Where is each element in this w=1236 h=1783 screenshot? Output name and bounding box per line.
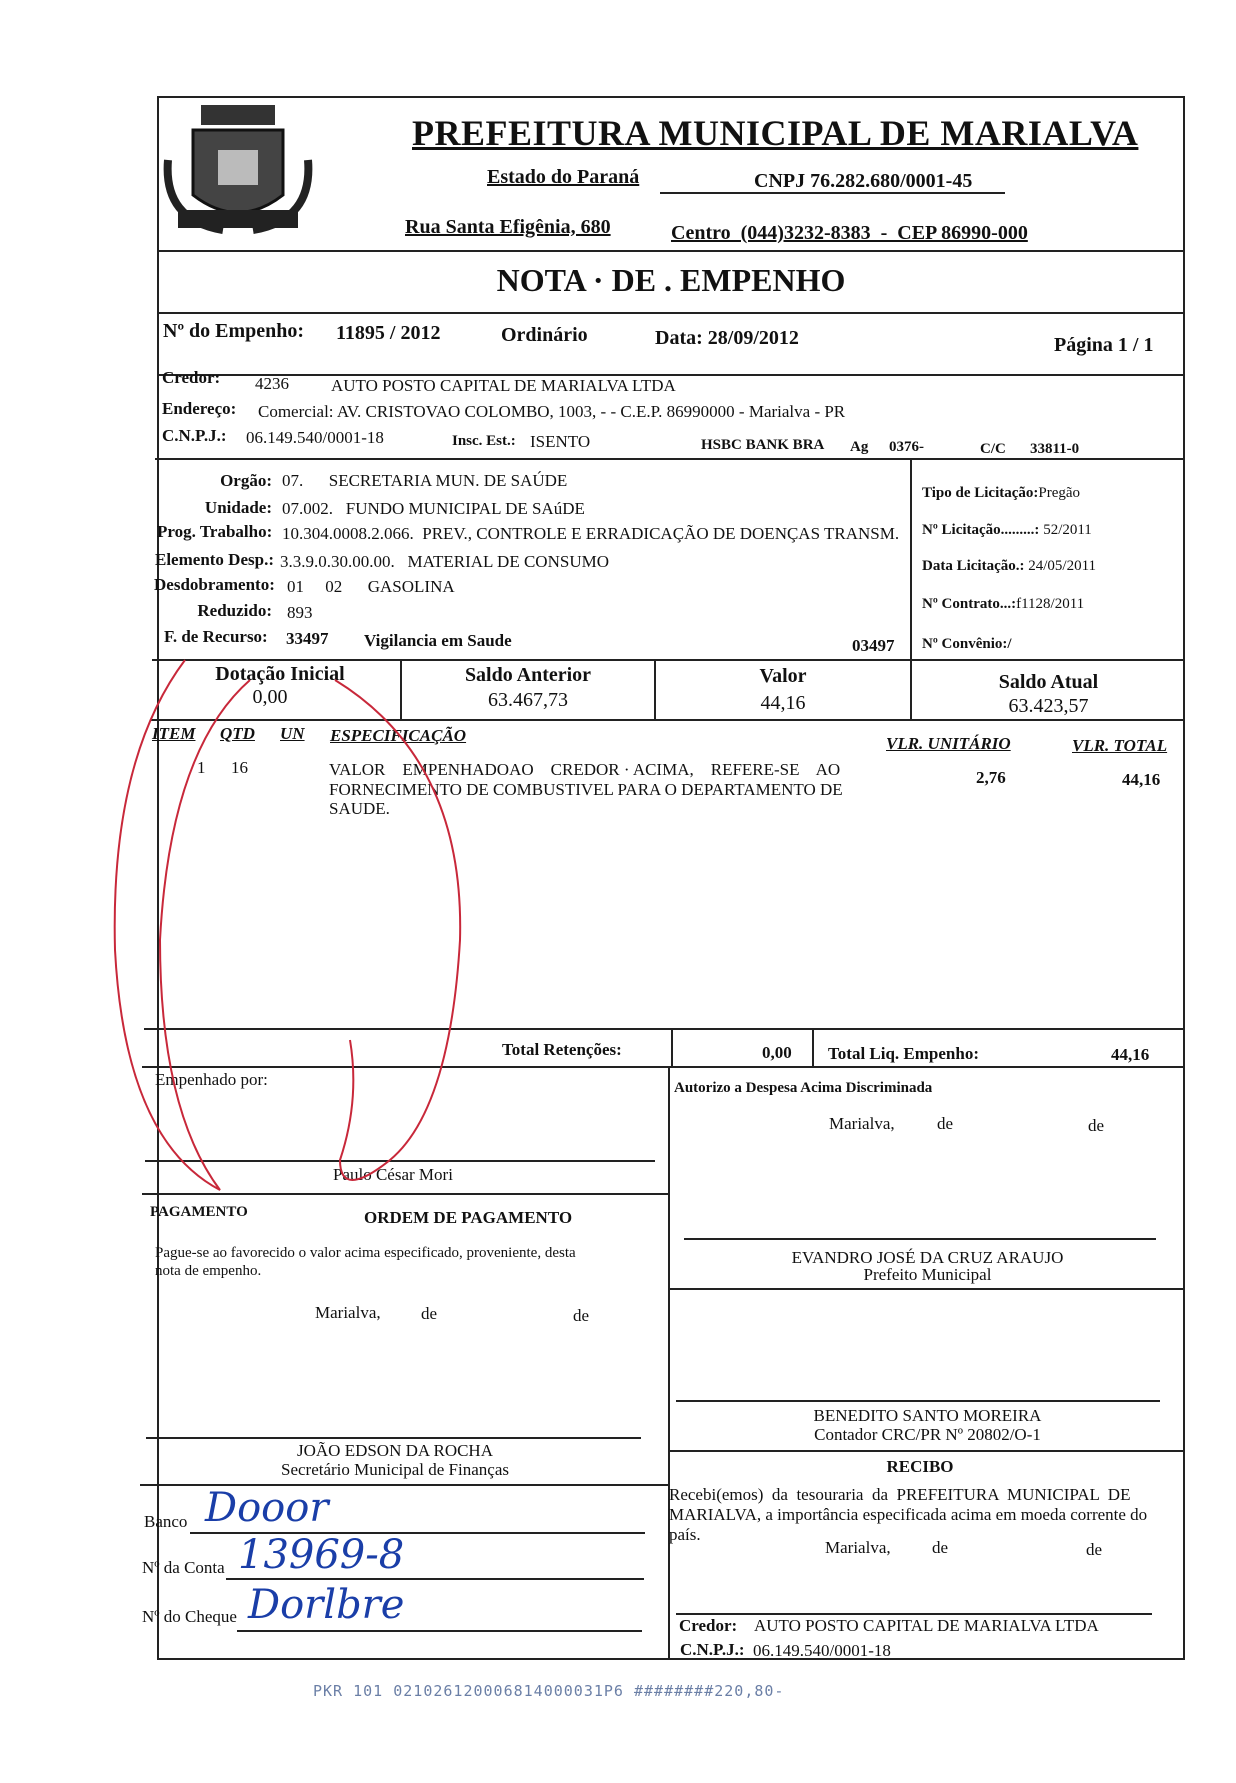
reduzido-value: 893 — [287, 603, 313, 622]
unidade-label: Unidade: — [204, 498, 272, 517]
recibo-text-1: Recebi(emos) da tesouraria da PREFEITURA MUNICIPAL DE — [669, 1485, 1131, 1504]
conta-label: Nº da Conta — [142, 1558, 225, 1577]
valor-value: 44,16 — [760, 692, 806, 714]
cnpj-label: C.N.P.J.: — [162, 426, 227, 445]
recibo-city: Marialva, — [825, 1538, 891, 1557]
conta-handwritten: 13969-8 — [238, 1532, 405, 1578]
saldo-anterior-value: 63.467,73 — [488, 689, 568, 711]
recibo-text-2: MARIALVA, a importância especificada acima em moeda corrente do — [669, 1505, 1148, 1524]
empenho-number-label: Nº do Empenho: — [163, 320, 305, 342]
row-especificacao-2: FORNECIMENTO DE COMBUSTIVEL PARA O DEPARTAMENTO DE — [329, 780, 843, 799]
empenhado-por-label: Empenhado por: — [155, 1070, 268, 1089]
pagamento-label: PAGAMENTO — [150, 1204, 248, 1220]
saldo-atual-value: 63.423,57 — [1008, 695, 1089, 717]
state-name: Estado do Paraná — [487, 166, 640, 188]
total-liq-value: 44,16 — [1111, 1045, 1150, 1064]
endereco-label: Endereço: — [162, 399, 237, 418]
unidade-value: 07.002. FUNDO MUNICIPAL DE SAúDE — [282, 499, 585, 518]
row-vlr-unitario: 2,76 — [976, 768, 1006, 787]
desdobramento-value: 01 02 GASOLINA — [287, 577, 455, 596]
ag-value: 0376- — [889, 439, 924, 455]
credor-code: 4236 — [255, 374, 289, 393]
numero-licitacao: Nº Licitação.........: 52/2011 — [922, 522, 1092, 538]
city-hall-title: PREFEITURA MUNICIPAL DE MARIALVA — [412, 113, 1139, 153]
col-un: UN — [280, 724, 305, 743]
total-retencoes-label: Total Retenções: — [502, 1040, 622, 1059]
col-qtd: QTD — [220, 724, 255, 743]
orgao-label: Orgão: — [220, 471, 272, 490]
numero-convenio: Nº Convênio:/ — [922, 636, 1012, 652]
col-especificacao: ESPECIFICAÇÃO — [330, 726, 467, 745]
row-qtd: 16 — [231, 758, 248, 777]
endereco-value: Comercial: AV. CRISTOVAO COLOMBO, 1003, - - C.E.P. 86990000 - Marialva - PR — [258, 402, 846, 421]
pagamento-text-2: nota de empenho. — [155, 1263, 262, 1279]
insc-label: Insc. Est.: — [452, 433, 516, 449]
autorizo-city: Marialva, — [829, 1114, 895, 1133]
col-vlr-total: VLR. TOTAL — [1072, 736, 1168, 755]
recibo-text-3: país. — [669, 1525, 701, 1544]
empenho-type: Ordinário — [501, 324, 588, 346]
credor-label: Credor: — [162, 368, 221, 387]
recibo-de-2: de — [1086, 1540, 1103, 1559]
col-item: ITEM — [152, 724, 196, 743]
recurso-name: Vigilancia em Saude — [364, 631, 512, 650]
empenho-date: Data: 28/09/2012 — [655, 327, 799, 349]
banco-label: Banco — [144, 1512, 188, 1531]
pagamento-city: Marialva, — [315, 1303, 381, 1322]
desdobramento-label: Desdobramento: — [154, 575, 275, 594]
contador-name: BENEDITO SANTO MOREIRA — [813, 1406, 1042, 1425]
header-street: Rua Santa Efigênia, 680 — [405, 216, 611, 238]
tipo-licitacao-label: Tipo de Licitação:Pregão — [922, 485, 1081, 501]
autorizo-de-2: de — [1088, 1116, 1105, 1135]
recurso-label: F. de Recurso: — [164, 627, 268, 646]
recibo-de-1: de — [932, 1538, 949, 1557]
valor-label: Valor — [759, 665, 807, 687]
ordem-pagamento-title: ORDEM DE PAGAMENTO — [364, 1208, 573, 1227]
col-vlr-unitario: VLR. UNITÁRIO — [886, 734, 1011, 753]
prefeito-role: Prefeito Municipal — [863, 1265, 992, 1284]
row-vlr-total: 44,16 — [1122, 770, 1161, 789]
ag-label: Ag — [850, 439, 869, 455]
pagamento-de-2: de — [573, 1306, 590, 1325]
document-title: NOTA · DE . EMPENHO — [496, 262, 846, 298]
dotacao-label: Dotação Inicial — [215, 663, 345, 685]
recibo-cnpj-label: C.N.P.J.: — [680, 1640, 745, 1659]
contador-role: Contador CRC/PR Nº 20802/O-1 — [814, 1425, 1041, 1444]
recurso-right-code: 03497 — [852, 636, 895, 655]
cheque-label: Nº do Cheque — [142, 1607, 237, 1626]
reduzido-label: Reduzido: — [197, 601, 272, 620]
empenho-number: 11895 / 2012 — [336, 322, 441, 344]
banco-handwritten: Dooor — [205, 1485, 329, 1531]
saldo-anterior-label: Saldo Anterior — [464, 664, 592, 686]
insc-value: ISENTO — [530, 432, 591, 451]
secretario-role: Secretário Municipal de Finanças — [280, 1460, 509, 1479]
cc-value: 33811-0 — [1030, 441, 1080, 457]
header-address: Centro (044)3232-8383 - CEP 86990-000 — [671, 222, 1028, 244]
autorizo-de-1: de — [937, 1114, 954, 1133]
autorizo-label: Autorizo a Despesa Acima Discriminada — [674, 1080, 933, 1096]
cheque-handwritten: Dorlbre — [248, 1582, 405, 1628]
bank-name: HSBC BANK BRA — [701, 437, 825, 453]
footer-bank-code: PKR 101 021026120006814000031P6 ########220,80- — [313, 1682, 785, 1700]
credor-name: AUTO POSTO CAPITAL DE MARIALVA LTDA — [331, 376, 676, 395]
page-number: Página 1 / 1 — [1054, 334, 1154, 356]
recibo-credor-label: Credor: — [679, 1616, 738, 1635]
cnpj-value: 06.149.540/0001-18 — [246, 428, 384, 447]
data-licitacao: Data Licitação.: 24/05/2011 — [922, 558, 1097, 574]
empenhado-por-name: Paulo César Mori — [333, 1165, 453, 1184]
orgao-value: 07. SECRETARIA MUN. DE SAÚDE — [282, 471, 568, 490]
prog-label: Prog. Trabalho: — [157, 522, 273, 541]
pagamento-text-1: Pague-se ao favorecido o valor acima especificado, proveniente, desta — [155, 1245, 576, 1261]
total-liq-label: Total Liq. Empenho: — [828, 1044, 979, 1063]
coat-of-arms-logo — [163, 100, 313, 240]
saldo-atual-label: Saldo Atual — [998, 671, 1099, 693]
secretario-name: JOÃO EDSON DA ROCHA — [297, 1441, 493, 1460]
row-especificacao-1: VALOR EMPENHADOAO CREDOR · ACIMA, REFERE-SE AO — [329, 760, 841, 779]
dotacao-value: 0,00 — [252, 686, 288, 708]
recibo-credor-value: AUTO POSTO CAPITAL DE MARIALVA LTDA — [754, 1616, 1099, 1635]
cc-label: C/C — [980, 441, 1006, 457]
pagamento-de-1: de — [421, 1304, 438, 1323]
numero-contrato: Nº Contrato...:f1128/2011 — [922, 596, 1085, 612]
recurso-code: 33497 — [286, 629, 329, 648]
recibo-title: RECIBO — [886, 1457, 954, 1476]
row-item: 1 — [197, 758, 206, 777]
elemento-label: Elemento Desp.: — [155, 550, 274, 569]
elemento-value: 3.3.9.0.30.00.00. MATERIAL DE CONSUMO — [280, 552, 609, 571]
prog-value: 10.304.0008.2.066. PREV., CONTROLE E ERRADICAÇÃO DE DOENÇAS TRANSM. — [282, 524, 900, 543]
row-especificacao-3: SAUDE. — [329, 799, 390, 818]
recibo-cnpj-value: 06.149.540/0001-18 — [753, 1641, 891, 1660]
header-cnpj: CNPJ 76.282.680/0001-45 — [754, 170, 973, 192]
prefeito-name: EVANDRO JOSÉ DA CRUZ ARAUJO — [791, 1248, 1064, 1267]
total-retencoes-value: 0,00 — [762, 1043, 792, 1062]
